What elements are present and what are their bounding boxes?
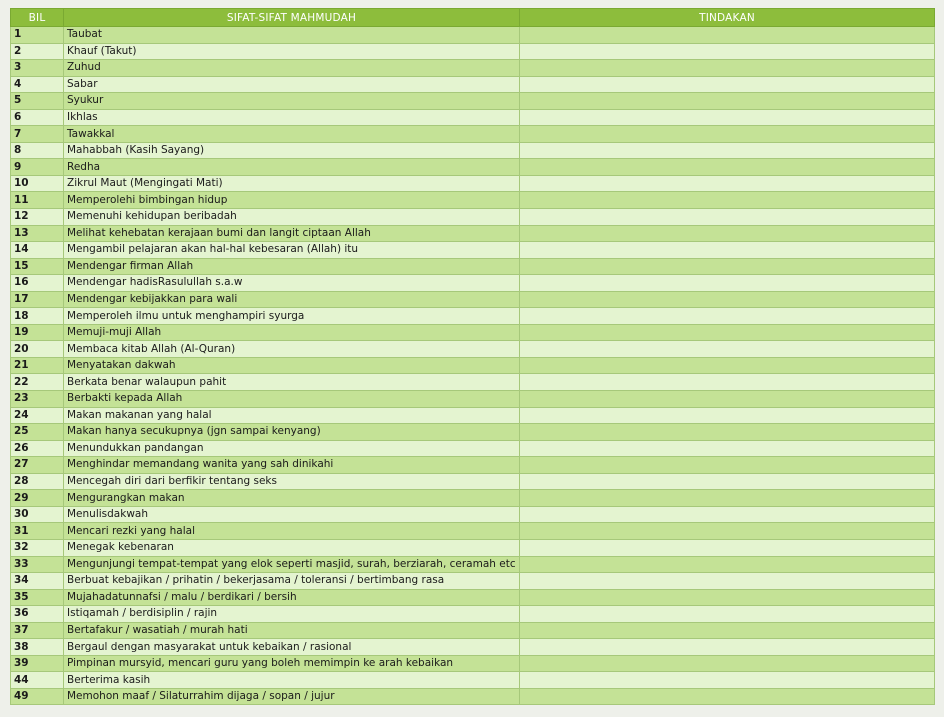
cell-tindakan[interactable]: [520, 357, 935, 374]
cell-bil[interactable]: 25: [11, 424, 64, 441]
cell-tindakan[interactable]: [520, 93, 935, 110]
cell-sifat[interactable]: Berterima kasih: [64, 672, 520, 689]
cell-tindakan[interactable]: [520, 539, 935, 556]
table-row: [11, 209, 935, 226]
cell-sifat[interactable]: Mendengar hadisRasulullah s.a.w: [64, 275, 520, 292]
cell-bil[interactable]: 12: [11, 209, 64, 226]
table-row: [11, 341, 935, 358]
table-row: [11, 324, 935, 341]
cell-sifat[interactable]: Bertafakur / wasatiah / murah hati: [64, 622, 520, 639]
mahmudah-table: [10, 8, 935, 705]
table-row: [11, 126, 935, 143]
cell-tindakan[interactable]: [520, 440, 935, 457]
cell-bil[interactable]: 24: [11, 407, 64, 424]
table-row: [11, 27, 935, 44]
cell-bil[interactable]: 23: [11, 391, 64, 408]
cell-tindakan[interactable]: [520, 27, 935, 44]
cell-tindakan[interactable]: [520, 473, 935, 490]
cell-sifat[interactable]: Redha: [64, 159, 520, 176]
cell-sifat[interactable]: Memperoleh ilmu untuk menghampiri syurga: [64, 308, 520, 325]
cell-bil[interactable]: 31: [11, 523, 64, 540]
table-row: [11, 93, 935, 110]
cell-tindakan[interactable]: [520, 341, 935, 358]
cell-tindakan[interactable]: [520, 457, 935, 474]
cell-sifat[interactable]: Makan hanya secukupnya (jgn sampai kenyang): [64, 424, 520, 441]
table-row: [11, 391, 935, 408]
cell-tindakan[interactable]: [520, 43, 935, 60]
table-row: [11, 109, 935, 126]
table-row: [11, 192, 935, 209]
cell-sifat[interactable]: Makan makanan yang halal: [64, 407, 520, 424]
cell-bil[interactable]: 2: [11, 43, 64, 60]
table-row: [11, 175, 935, 192]
cell-tindakan[interactable]: [520, 242, 935, 259]
cell-sifat[interactable]: Syukur: [64, 93, 520, 110]
table-row: [11, 440, 935, 457]
table-row: [11, 457, 935, 474]
table-row: [11, 523, 935, 540]
cell-sifat[interactable]: Zuhud: [64, 60, 520, 77]
cell-sifat[interactable]: Bergaul dengan masyarakat untuk kebaikan / rasional: [64, 639, 520, 656]
cell-sifat[interactable]: Berbuat kebajikan / prihatin / bekerjasama / toleransi / bertimbang rasa: [64, 573, 520, 590]
cell-bil[interactable]: 19: [11, 324, 64, 341]
table-row: [11, 539, 935, 556]
cell-bil[interactable]: 22: [11, 374, 64, 391]
cell-sifat[interactable]: Ikhlas: [64, 109, 520, 126]
cell-bil[interactable]: 38: [11, 639, 64, 656]
table-row: [11, 556, 935, 573]
cell-bil[interactable]: 16: [11, 275, 64, 292]
cell-sifat[interactable]: Menegak kebenaran: [64, 539, 520, 556]
cell-bil[interactable]: 34: [11, 573, 64, 590]
cell-tindakan[interactable]: [520, 639, 935, 656]
table-row: [11, 424, 935, 441]
cell-bil[interactable]: 13: [11, 225, 64, 242]
cell-bil[interactable]: 10: [11, 175, 64, 192]
cell-bil[interactable]: 11: [11, 192, 64, 209]
cell-bil[interactable]: 18: [11, 308, 64, 325]
cell-tindakan[interactable]: [520, 126, 935, 143]
cell-tindakan[interactable]: [520, 258, 935, 275]
cell-tindakan[interactable]: [520, 407, 935, 424]
cell-sifat[interactable]: Mendengar kebijakkan para wali: [64, 291, 520, 308]
cell-tindakan[interactable]: [520, 424, 935, 441]
cell-sifat[interactable]: Mahabbah (Kasih Sayang): [64, 142, 520, 159]
cell-tindakan[interactable]: [520, 523, 935, 540]
table-row: [11, 374, 935, 391]
cell-sifat[interactable]: Memperolehi bimbingan hidup: [64, 192, 520, 209]
cell-tindakan[interactable]: [520, 109, 935, 126]
cell-tindakan[interactable]: [520, 606, 935, 623]
table-row: [11, 506, 935, 523]
cell-tindakan[interactable]: [520, 556, 935, 573]
table-header: [11, 9, 935, 27]
table-row: [11, 275, 935, 292]
cell-sifat[interactable]: Menghindar memandang wanita yang sah dinikahi: [64, 457, 520, 474]
cell-bil[interactable]: 30: [11, 506, 64, 523]
cell-bil[interactable]: 37: [11, 622, 64, 639]
table-row: [11, 672, 935, 689]
table-body: [11, 27, 935, 705]
table-row: [11, 242, 935, 259]
cell-sifat[interactable]: Mengurangkan makan: [64, 490, 520, 507]
cell-sifat[interactable]: Menyatakan dakwah: [64, 357, 520, 374]
cell-sifat[interactable]: Berkata benar walaupun pahit: [64, 374, 520, 391]
cell-sifat[interactable]: Mengambil pelajaran akan hal-hal kebesaran (Allah) itu: [64, 242, 520, 259]
cell-tindakan[interactable]: [520, 192, 935, 209]
cell-tindakan[interactable]: [520, 672, 935, 689]
cell-sifat[interactable]: Mencari rezki yang halal: [64, 523, 520, 540]
cell-bil[interactable]: 6: [11, 109, 64, 126]
cell-bil[interactable]: 17: [11, 291, 64, 308]
cell-sifat[interactable]: Berbakti kepada Allah: [64, 391, 520, 408]
cell-bil[interactable]: 5: [11, 93, 64, 110]
cell-bil[interactable]: 1: [11, 27, 64, 44]
cell-sifat[interactable]: Membaca kitab Allah (Al-Quran): [64, 341, 520, 358]
cell-bil[interactable]: 49: [11, 688, 64, 705]
cell-tindakan[interactable]: [520, 573, 935, 590]
table-row: [11, 407, 935, 424]
table-row: [11, 60, 935, 77]
table-row: [11, 43, 935, 60]
cell-tindakan[interactable]: [520, 76, 935, 93]
cell-sifat[interactable]: Menundukkan pandangan: [64, 440, 520, 457]
table-row: [11, 606, 935, 623]
cell-sifat[interactable]: Melihat kehebatan kerajaan bumi dan langit ciptaan Allah: [64, 225, 520, 242]
cell-tindakan[interactable]: [520, 275, 935, 292]
cell-sifat[interactable]: Mengunjungi tempat-tempat yang elok seperti masjid, surah, berziarah, ceramah etc: [64, 556, 520, 573]
cell-sifat[interactable]: Menulisdakwah: [64, 506, 520, 523]
cell-sifat[interactable]: Mencegah diri dari berfikir tentang seks: [64, 473, 520, 490]
table-row: [11, 76, 935, 93]
table-row: [11, 308, 935, 325]
cell-bil[interactable]: 14: [11, 242, 64, 259]
cell-sifat[interactable]: Tawakkal: [64, 126, 520, 143]
cell-tindakan[interactable]: [520, 506, 935, 523]
cell-tindakan[interactable]: [520, 291, 935, 308]
cell-bil[interactable]: 44: [11, 672, 64, 689]
table-row: [11, 473, 935, 490]
table-row: [11, 490, 935, 507]
cell-bil[interactable]: 32: [11, 539, 64, 556]
cell-bil[interactable]: 20: [11, 341, 64, 358]
header-bil[interactable]: BIL: [11, 9, 64, 27]
header-tindakan[interactable]: TINDAKAN: [520, 9, 935, 27]
cell-bil[interactable]: 8: [11, 142, 64, 159]
header-sifat[interactable]: SIFAT-SIFAT MAHMUDAH: [64, 9, 520, 27]
table-row: [11, 688, 935, 705]
header-row: [11, 9, 935, 27]
table-row: [11, 225, 935, 242]
cell-bil[interactable]: 35: [11, 589, 64, 606]
cell-bil[interactable]: 29: [11, 490, 64, 507]
cell-bil[interactable]: 39: [11, 655, 64, 672]
cell-tindakan[interactable]: [520, 391, 935, 408]
cell-tindakan[interactable]: [520, 688, 935, 705]
cell-tindakan[interactable]: [520, 159, 935, 176]
cell-bil[interactable]: 7: [11, 126, 64, 143]
table-row: [11, 622, 935, 639]
cell-bil[interactable]: 15: [11, 258, 64, 275]
table-row: [11, 655, 935, 672]
cell-bil[interactable]: 33: [11, 556, 64, 573]
cell-bil[interactable]: 4: [11, 76, 64, 93]
cell-tindakan[interactable]: [520, 622, 935, 639]
cell-tindakan[interactable]: [520, 324, 935, 341]
cell-sifat[interactable]: Memenuhi kehidupan beribadah: [64, 209, 520, 226]
table-row: [11, 258, 935, 275]
cell-sifat[interactable]: Memohon maaf / Silaturrahim dijaga / sopan / jujur: [64, 688, 520, 705]
table-row: [11, 573, 935, 590]
cell-tindakan[interactable]: [520, 175, 935, 192]
cell-tindakan[interactable]: [520, 589, 935, 606]
cell-tindakan[interactable]: [520, 490, 935, 507]
cell-tindakan[interactable]: [520, 655, 935, 672]
table-row: [11, 639, 935, 656]
cell-sifat[interactable]: Sabar: [64, 76, 520, 93]
cell-tindakan[interactable]: [520, 374, 935, 391]
table-row: [11, 142, 935, 159]
cell-sifat[interactable]: Taubat: [64, 27, 520, 44]
cell-bil[interactable]: 21: [11, 357, 64, 374]
table-row: [11, 159, 935, 176]
cell-bil[interactable]: 28: [11, 473, 64, 490]
cell-tindakan[interactable]: [520, 308, 935, 325]
cell-sifat[interactable]: Mendengar firman Allah: [64, 258, 520, 275]
cell-tindakan[interactable]: [520, 60, 935, 77]
cell-sifat[interactable]: Mujahadatunnafsi / malu / berdikari / bersih: [64, 589, 520, 606]
table-row: [11, 291, 935, 308]
cell-tindakan[interactable]: [520, 209, 935, 226]
cell-sifat[interactable]: Istiqamah / berdisiplin / rajin: [64, 606, 520, 623]
cell-sifat[interactable]: Memuji-muji Allah: [64, 324, 520, 341]
cell-bil[interactable]: 26: [11, 440, 64, 457]
cell-bil[interactable]: 9: [11, 159, 64, 176]
cell-bil[interactable]: 27: [11, 457, 64, 474]
cell-tindakan[interactable]: [520, 142, 935, 159]
table-row: [11, 357, 935, 374]
cell-sifat[interactable]: Khauf (Takut): [64, 43, 520, 60]
cell-bil[interactable]: 36: [11, 606, 64, 623]
table-row: [11, 589, 935, 606]
cell-sifat[interactable]: Zikrul Maut (Mengingati Mati): [64, 175, 520, 192]
cell-bil[interactable]: 3: [11, 60, 64, 77]
cell-tindakan[interactable]: [520, 225, 935, 242]
cell-sifat[interactable]: Pimpinan mursyid, mencari guru yang boleh memimpin ke arah kebaikan: [64, 655, 520, 672]
